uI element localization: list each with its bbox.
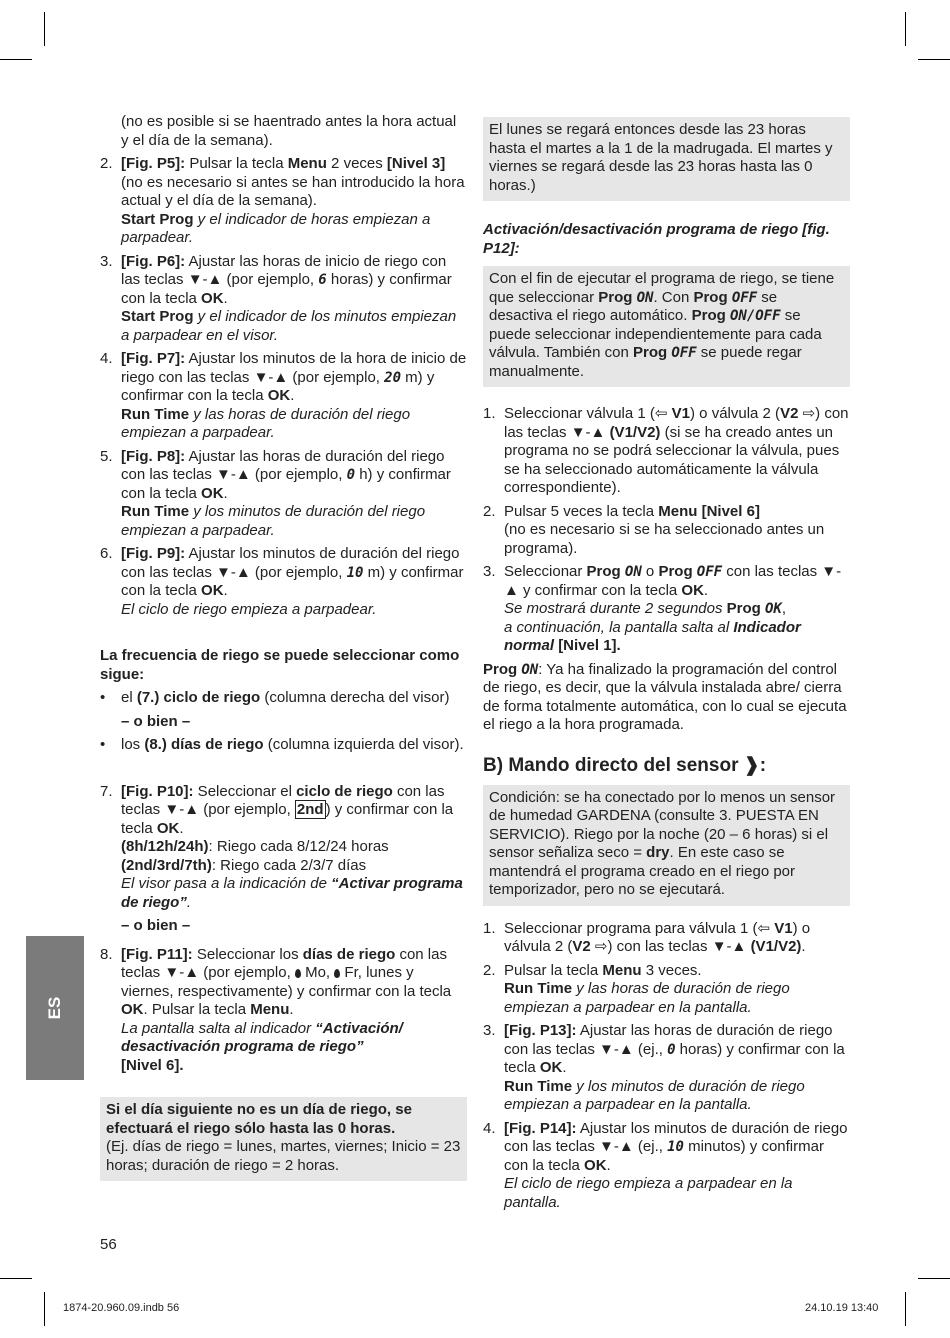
crop-mark (44, 1292, 45, 1326)
section-heading: Activación/desactivación programa de riego [fig. P12]: (483, 221, 830, 257)
frequency-heading: La frecuencia de riego se puede seleccionar como sigue: (100, 647, 460, 683)
bullet-item: • los (8.) días de riego (columna izquierda del visor). (100, 736, 464, 753)
page-number: 56 (100, 1236, 117, 1253)
list-item: 2. Pulsar 5 veces la tecla Menu [Nivel 6] (no es necesario si se ha seleccionado antes un programa). (483, 502, 825, 557)
or-separator: – o bien – (121, 917, 191, 934)
list-item: 6. [Fig. P9]: Ajustar los minutos de duración del riego con las teclas ▼-▲ (por ejemplo, 10 m) y confirmar con la tecla OK. El ciclo de riego empieza a parpadear. (100, 545, 464, 618)
sensor-icon: ❱ (743, 754, 760, 776)
steps-list-2 (483, 920, 850, 1213)
language-tab: ES (26, 936, 84, 1080)
info-box: Con el fin de ejecutar el programa de riego, se tiene que seleccionar Prog ON. Con Prog OFF se desactiva el riego automático. Prog ON/OFF se puede seleccionar independientemente para cada válvula. También con Prog OFF se puede regar manualmente. (483, 266, 850, 387)
crop-mark (918, 1278, 950, 1279)
list-item: 5. [Fig. P8]: Ajustar las horas de duración del riego con las teclas ▼-▲ (por ejemplo, 0 h) y confirmar con la tecla OK. Run Time y los minutos de duración del riego empiezan a parpadear. (100, 447, 451, 539)
prog-on-text: Prog ON: Ya ha finalizado la programación del control de riego, es decir, que la válvula instalada abre/ cierra de forma totalmente automática, con lo cual se ejecuta el riego a la hora programada. (483, 660, 847, 733)
list-item: 3. Seleccionar Prog ON o Prog OFF con las teclas ▼-▲ y confirmar con la tecla OK. Se mostrará durante 2 segundos Prog OK, a continuación, la pantalla salta al Indicador normal [Nivel 1]. (483, 563, 842, 654)
arrow-left-icon: ⇦ (757, 919, 771, 937)
crop-mark (905, 12, 906, 46)
list-item: 8. [Fig. P11]: Seleccionar los días de riego con las teclas ▼-▲ (por ejemplo, Mo, Fr, lunes y viernes, respectivamente) y confirmar con la tecla OK. Pulsar la tecla Menu. La pantalla salta al indicador “Activación/ desactivación programa de riego” [Nivel 6]. (100, 945, 452, 1074)
right-column (483, 113, 850, 1217)
steps-list (100, 155, 467, 619)
list-item: 4. [Fig. P14]: Ajustar los minutos de duración de riego con las teclas ▼-▲ (ej., 10 minutos) y confirmar con la tecla OK. El ciclo de riego empieza a parpadear en la pantalla. (483, 1119, 848, 1211)
list-item: 1. Seleccionar válvula 1 (⇦ V1) o válvula 2 (V2 ⇨) con las teclas ▼-▲ (V1/V2) (si se ha creado antes un programa no se podrá seleccionar la válvula, pues se ha seleccionado automáticamente la válvula correspondiente). (483, 405, 849, 496)
list-item: 3. [Fig. P6]: Ajustar las horas de inicio de riego con las teclas ▼-▲ (por ejemplo, 6 horas) y confirmar con la tecla OK. Start Prog y el indicador de los minutos empiezan a parpadear en el visor. (100, 252, 457, 344)
water-drop-icon (334, 969, 340, 978)
list-item: 2. [Fig. P5]: Pulsar la tecla Menu 2 veces [Nivel 3] (no es necesario si antes se han introducido la hora actual y el día de la semana). Start Prog y el indicador de horas empiezan a parpadear. (100, 155, 465, 246)
or-separator: – o bien – (121, 712, 191, 730)
footer-file-info: 1874-20.960.09.indb 56 (63, 1302, 180, 1314)
crop-mark (0, 59, 32, 60)
info-box: El lunes se regará entonces desde las 23 horas hasta el martes a la 1 de la madrugada. El martes y viernes se regará desde las 23 horas hasta las 0 horas.) (483, 117, 850, 201)
arrow-right-icon: ⇨ (802, 405, 816, 422)
list-item: 7. [Fig. P10]: Seleccionar el ciclo de riego con las teclas ▼-▲ (por ejemplo, 2nd ) y confirmar con la tecla OK. (8h/12h/24h): Riego cada 8/12/24 horas (2nd/3rd/7th): Riego cada 2/3/7 días El visor pasa a la indicación de “Activar programa de riego”. (100, 782, 463, 911)
steps-list-2 (100, 783, 467, 913)
list-item: 1. Seleccionar programa para válvula 1 (⇦ V1) o válvula 2 (V2 ⇨) con las teclas ▼-▲ (V1/V2). (483, 919, 811, 955)
bullet-item: • el (7.) ciclo de riego (columna derecha del visor) (100, 689, 450, 706)
list-item: 4. [Fig. P7]: Ajustar los minutos de la hora de inicio de riego con las teclas ▼-▲ (por ejemplo, 20 m) y confirmar con la tecla OK. Run Time y las horas de duración del riego empiezan a parpadear. (100, 350, 467, 441)
arrow-right-icon: ⇨ (594, 938, 608, 955)
note-box: Si el día siguiente no es un día de riego, se efectuará el riego sólo hasta las 0 horas. (Ej. días de riego = lunes, martes, viernes; Inicio = 23 horas; duración de riego = 2 horas. (100, 1097, 467, 1181)
crop-mark (918, 59, 950, 60)
water-drop-icon (295, 969, 301, 978)
crop-mark (905, 1292, 906, 1326)
footer-date: 24.10.19 13:40 (805, 1302, 879, 1314)
left-column (100, 113, 467, 1181)
intro-text: (no es posible si se haentrado antes la hora actual y el día de la semana). (121, 113, 457, 149)
info-box: Condición: se ha conectado por lo menos un sensor de humedad GARDENA (consulte 3. PUESTA EN SERVICIO). Riego por la noche (20 – 6 horas) si el sensor señaliza seco = dry. En este caso se mantendrá el programa creado en el riego por temporizador, pero no se ejecutará. (483, 785, 850, 906)
steps-list-3 (100, 946, 467, 1076)
crop-mark (44, 12, 45, 46)
crop-mark (0, 1278, 32, 1279)
steps-list (483, 405, 850, 656)
section-title: B) Mando directo del sensor ❱: (483, 754, 767, 776)
list-item: 3. [Fig. P13]: Ajustar las horas de duración de riego con las teclas ▼-▲ (ej., 0 horas) y confirmar con la tecla OK. Run Time y los minutos de duración de riego empiezan a parpadear en la pantalla. (483, 1022, 845, 1113)
list-item: 2. Pulsar la tecla Menu 3 veces. Run Time y las horas de duración de riego empiezan a parpadear en la pantalla. (483, 961, 790, 1016)
arrow-left-icon: ⇦ (654, 405, 668, 422)
